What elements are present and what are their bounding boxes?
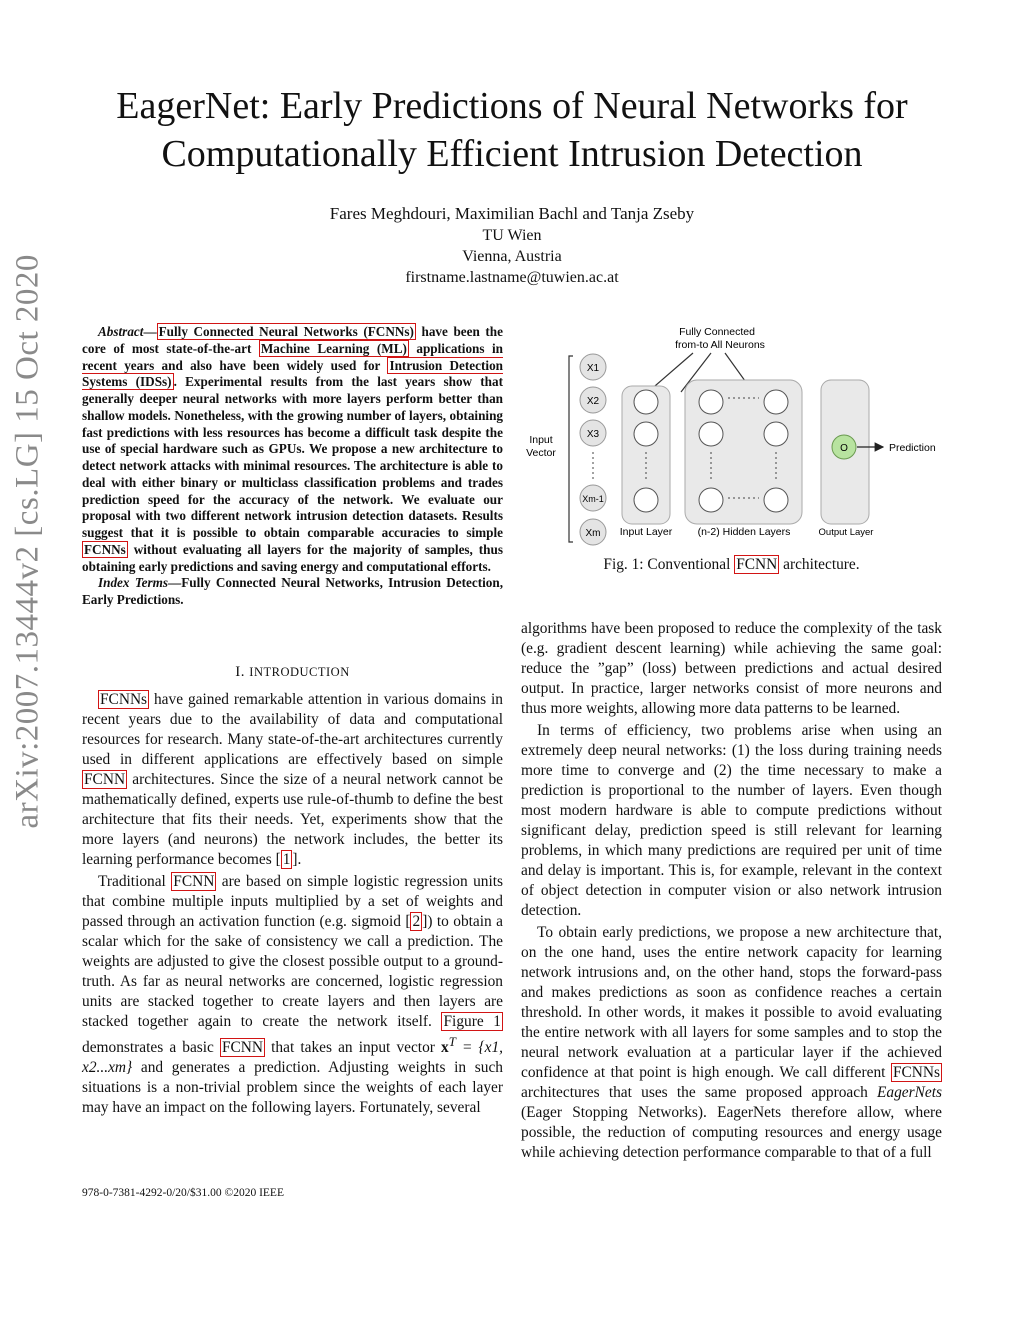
input-layer-label: Input Layer — [619, 526, 673, 538]
citation-link[interactable]: 1 — [282, 851, 291, 868]
authors: Fares Meghdouri, Maximilian Bachl and Tanja Zseby — [329, 204, 695, 223]
affiliation: TU Wien — [482, 227, 542, 244]
acronym-link-fcnn[interactable]: FCNN — [221, 1039, 264, 1057]
abstract-text: applications in recent years and also have been widely used for — [82, 340, 503, 373]
neuron — [634, 488, 658, 512]
body-text: To obtain early predictions, we propose a new architecture that, on the one hand, uses the entire network capacity for learning network intrusions and, on the other hand, stops the forward-pass and makes predictions as soon as confidence reaches a certain threshold. In other words, it makes it possible to avoid evaluating the entire network with all layers for some samples and to stop the neural network evaluation at a particular layer if the achieved confidence at that point is high enough. We call different — [521, 924, 942, 1081]
input-nodes — [580, 354, 606, 545]
caption-text: Fig. 1: Conventional — [603, 556, 735, 573]
body-text: ]. — [292, 851, 302, 868]
abstract-dash: — — [143, 324, 157, 339]
eagernets-term: EagerNets — [877, 1084, 942, 1101]
body-paragraph — [521, 923, 942, 1163]
citation-link[interactable]: 2 — [412, 913, 421, 930]
section-heading — [82, 664, 503, 681]
neuron — [699, 390, 723, 414]
neuron — [764, 390, 788, 414]
neuron — [699, 488, 723, 512]
fully-connected-label: Fully Connected — [679, 326, 755, 338]
acronym-link-fcnn[interactable]: FCNN — [173, 873, 215, 890]
input-label: X2 — [586, 396, 600, 407]
output-node-label: O — [840, 443, 848, 454]
index-terms-label: Index Terms — [98, 575, 169, 591]
title-line-1: EagerNet: Early Predictions of Neural Networks for — [116, 85, 908, 127]
paper-title — [60, 82, 964, 178]
figure-caption — [521, 556, 942, 574]
input-vector-label: Input — [529, 434, 553, 446]
body-text: architectures that uses the same proposed approach — [521, 1084, 878, 1101]
acronym-link-ml[interactable]: Machine Learning (ML) — [260, 340, 407, 356]
section-title: INTRODUCTION — [249, 665, 350, 679]
input-label: Xm — [585, 528, 601, 539]
neuron — [634, 422, 658, 446]
arxiv-stamp: arXiv:2007.13444v2 [cs.LG] 15 Oct 2020 — [9, 254, 46, 829]
index-terms: —Fully Connected Neural Networks, Intrusion Detection, Early Predictions. — [82, 575, 504, 607]
input-label: X3 — [586, 429, 600, 440]
section-number: I. — [235, 664, 246, 680]
math-sup: T — [448, 1035, 456, 1049]
body-text: and generates a prediction. Adjusting weights in such situations is a non-trivial problem since the weights of each layer may have an impact on the following layers. Fortunately, several — [82, 1059, 503, 1117]
acronym-link-fcnns[interactable]: FCNNs — [892, 1064, 940, 1081]
acronym-link-idss[interactable]: Intrusion Detection Systems (IDSs) — [82, 357, 503, 390]
body-text: ]) to obtain a scalar which for the sake of consistency we call a prediction. The weights are adjusted to give the closest possible output to a ground-truth. As far as neural networks are concerned, logistic regression units are stacked together to create layers and then layers are stacked together again to create the network itself. — [82, 913, 503, 1030]
input-bracket — [569, 356, 573, 542]
body-text: are based on simple logistic regression units that combine multiple inputs multiplied by a set of weights and passed through an activation function (e.g. sigmoid [ — [82, 873, 504, 930]
abstract-label: Abstract — [98, 324, 144, 339]
body-text: architectures. Since the size of a neural network cannot be mathematically defined, experts use rule-of-thumb to define the best architecture that fits their needs. Yet, experiments show that the more layers (and neurons) the network includes, the better its learning performance becomes [ — [82, 771, 503, 868]
body-text: (Eager Stopping Networks). EagerNets therefore allow, where possible, the reduction of computing resources and energy usage while achieving detection performance comparable to that of a full — [521, 1104, 942, 1161]
input-label: Xm-1 — [582, 494, 604, 504]
prediction-label: Prediction — [889, 442, 936, 454]
figure-link[interactable]: Figure 1 — [443, 1013, 501, 1030]
input-label: X1 — [586, 363, 600, 374]
body-paragraph: In terms of efficiency, two problems arise when using an extremely deep neural networks: (1) the loss during training needs more time to converge and (2) the time necessary to make a prediction is proportional to the number of layers. Even though most modern hardware is able to compute predictions without significant delay, prediction speed is still relevant for learning problems, in which many predictions are required per unit of time and delay is important. This is, for example, relevant in the context of object detection in computer vision or also network intrusion detection. — [521, 722, 942, 919]
body-text: demonstrates a basic — [82, 1039, 220, 1057]
caption-text: architecture. — [779, 556, 860, 573]
body-text: have gained remarkable attention in various domains in recent years due to the availability of data and computational resources for research. Many state-of-the-art architectures currently used in different applications are effectively based on simple — [82, 691, 503, 768]
neuron — [634, 390, 658, 414]
abstract — [82, 324, 503, 609]
acronym-link-fcnn[interactable]: FCNN — [84, 771, 126, 788]
abstract-text: have been the core of most state-of-the-art — [82, 324, 503, 356]
right-column — [521, 619, 942, 1163]
body-paragraph: algorithms have been proposed to reduce the complexity of the task (e.g. gradient descent learning) while achieving the same goal: reduce the ”gap” (loss) between predictions and actual desired output. In practice, larger networks consist of more neurons and thus more weights, allowing more data patterns to be learned. — [521, 620, 942, 717]
math-expression: = {x1, x2...xm} — [82, 1039, 503, 1077]
copyright-footnote: 978-0-7381-4292-0/20/$31.00 ©2020 IEEE — [82, 1187, 284, 1199]
fcnn-architecture-figure — [521, 320, 942, 552]
location: Vienna, Austria — [462, 248, 562, 265]
body-text: that takes an input vector — [265, 1039, 442, 1057]
acronym-link-fcnns[interactable]: FCNNs — [100, 691, 148, 708]
acronym-link-fcnn[interactable]: FCNN — [736, 556, 778, 573]
acronym-link-fcnns[interactable]: Fully Connected Neural Networks (FCNNs) — [158, 324, 414, 339]
neuron — [764, 422, 788, 446]
email: firstname.lastname@tuwien.ac.at — [405, 269, 619, 286]
input-vector-label: Vector — [526, 447, 556, 459]
fully-connected-label: from-to All Neurons — [675, 339, 765, 351]
title-line-2: Computationally Efficient Intrusion Detection — [161, 133, 863, 175]
abstract-text: without evaluating all layers for the majority of samples, thus obtaining early predictions and saving energy and computational efforts. — [82, 541, 503, 574]
neuron — [764, 488, 788, 512]
hidden-layers-label: (n-2) Hidden Layers — [697, 526, 791, 538]
body-text: Traditional — [98, 873, 172, 890]
neuron — [699, 422, 723, 446]
acronym-link-fcnns[interactable]: FCNNs — [84, 541, 126, 557]
abstract-text: . Experimental results from the last years show that generally deeper neural networks with more layers perform better than shallow models. Nonetheless, with the growing number of layers, obtaining fast predictions with less resources has become a difficult task despite the use of special hardware such as GPUs. We propose a new architecture to detect network attacks with minimal resources. The architecture is able to deal with either binary or multiclass classification problems and trades prediction speed for the accuracy of the network. We evaluate our proposal with two different network intrusion detection datasets. Results suggest that it is possible to obtain comparable accuracies to simple — [82, 374, 503, 540]
math-vector: x — [441, 1039, 449, 1057]
left-column — [82, 690, 503, 1118]
output-layer-label: Output Layer — [818, 527, 874, 538]
